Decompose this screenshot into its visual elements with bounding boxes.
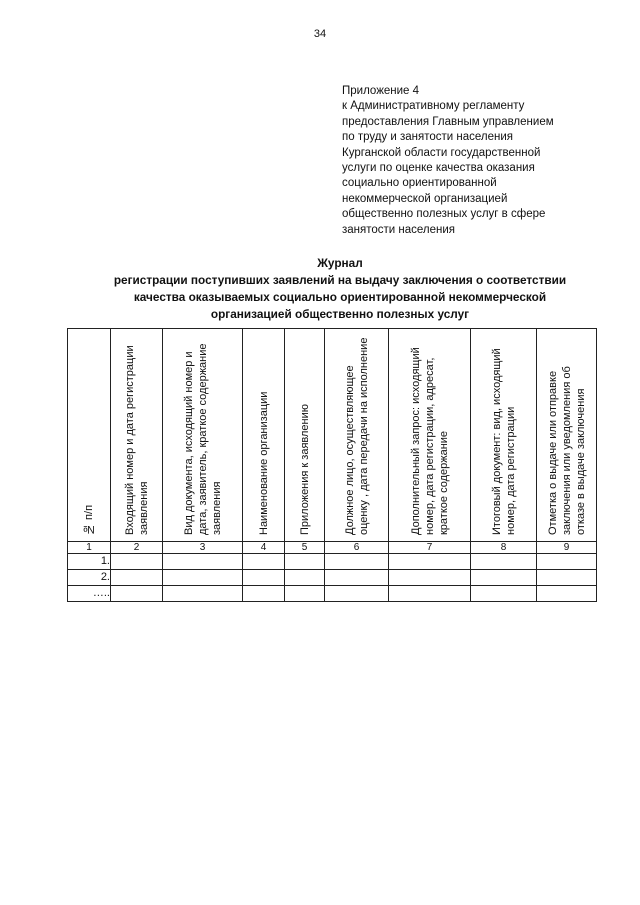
header-cell bbox=[111, 329, 163, 542]
row-number: 1. bbox=[68, 554, 111, 570]
header-text: Отметка о выдаче или отправке заключения или уведомления об отказе в выдаче заключения bbox=[546, 366, 587, 535]
table-cell bbox=[243, 586, 285, 602]
column-number: 1 bbox=[68, 542, 111, 554]
table-cell bbox=[243, 570, 285, 586]
table-cell bbox=[163, 586, 243, 602]
appendix-line: общественно полезных услуг в сфере bbox=[342, 208, 546, 221]
table-cell bbox=[163, 570, 243, 586]
table-cell bbox=[285, 570, 325, 586]
header-text: № п/п bbox=[83, 504, 95, 535]
header-cell bbox=[471, 329, 537, 542]
column-number: 7 bbox=[389, 542, 471, 554]
journal-title bbox=[70, 255, 610, 323]
header-cell bbox=[243, 329, 285, 542]
page-number: 34 bbox=[313, 28, 327, 40]
column-number: 5 bbox=[285, 542, 325, 554]
table-cell bbox=[111, 586, 163, 602]
table-cell bbox=[389, 554, 471, 570]
header-cell bbox=[68, 329, 111, 542]
table-cell bbox=[471, 586, 537, 602]
title-line: качества оказываемых социально ориентированной некоммерческой bbox=[133, 290, 547, 304]
column-number: 9 bbox=[537, 542, 597, 554]
table-cell bbox=[537, 570, 597, 586]
table-cell bbox=[285, 586, 325, 602]
table-cell bbox=[389, 586, 471, 602]
table-cell bbox=[471, 570, 537, 586]
title-line: регистрации поступивших заявлений на выдачу заключения о соответствии bbox=[113, 273, 567, 287]
header-cell bbox=[325, 329, 389, 542]
column-number: 3 bbox=[163, 542, 243, 554]
header-cell bbox=[285, 329, 325, 542]
table-cell bbox=[285, 554, 325, 570]
header-text: Дополнительный запрос: исходящий номер, дата регистрации, адресат, краткое содержание bbox=[409, 347, 450, 535]
table-cell bbox=[243, 554, 285, 570]
appendix-line: по труду и занятости населения bbox=[342, 131, 514, 144]
title-line: Журнал bbox=[317, 256, 363, 270]
title-line: организацией общественно полезных услуг bbox=[210, 307, 470, 321]
appendix-line: к Административному регламенту bbox=[342, 100, 525, 113]
appendix-line: услуги по оценке качества оказания bbox=[342, 162, 535, 175]
header-cell bbox=[389, 329, 471, 542]
table-cell bbox=[325, 586, 389, 602]
appendix-line: социально ориентированной bbox=[342, 177, 497, 190]
header-text: Должное лицо, осуществляющее оценку , дата передачи на исполнение bbox=[343, 337, 370, 535]
column-number: 8 bbox=[471, 542, 537, 554]
header-cell bbox=[537, 329, 597, 542]
table-cell bbox=[389, 570, 471, 586]
header-text: Итоговый документ: вид, исходящий номер, дата регистрации bbox=[490, 348, 517, 535]
appendix-line: занятости населения bbox=[342, 223, 456, 236]
table-row bbox=[68, 554, 597, 570]
column-number: 4 bbox=[243, 542, 285, 554]
table-cell bbox=[163, 554, 243, 570]
table-cell bbox=[325, 570, 389, 586]
row-number: ….. bbox=[68, 586, 111, 602]
header-text: Вид документа, исходящий номер и дата, заявитель, краткое содержание заявления bbox=[182, 343, 223, 535]
table-cell bbox=[111, 554, 163, 570]
column-number: 2 bbox=[111, 542, 163, 554]
appendix-note bbox=[342, 84, 602, 238]
table-cell bbox=[471, 554, 537, 570]
column-number: 6 bbox=[325, 542, 389, 554]
table-cell bbox=[537, 586, 597, 602]
table-cell bbox=[325, 554, 389, 570]
appendix-line: предоставления Главным управлением bbox=[342, 115, 554, 128]
header-text: Наименование организации bbox=[257, 391, 270, 535]
table-row bbox=[68, 570, 597, 586]
header-row bbox=[68, 329, 597, 542]
journal-table bbox=[67, 328, 597, 602]
row-number: 2. bbox=[68, 570, 111, 586]
table-row bbox=[68, 586, 597, 602]
header-text: Приложения к заявлению bbox=[298, 404, 311, 535]
appendix-line: Приложение 4 bbox=[342, 85, 420, 97]
appendix-line: некоммерческой организацией bbox=[342, 192, 508, 205]
header-cell bbox=[163, 329, 243, 542]
header-text: Входящий номер и дата регистрации заявления bbox=[123, 345, 150, 535]
column-number-row bbox=[68, 542, 597, 554]
table-cell bbox=[111, 570, 163, 586]
appendix-line: Курганской области государственной bbox=[342, 146, 541, 159]
table-cell bbox=[537, 554, 597, 570]
